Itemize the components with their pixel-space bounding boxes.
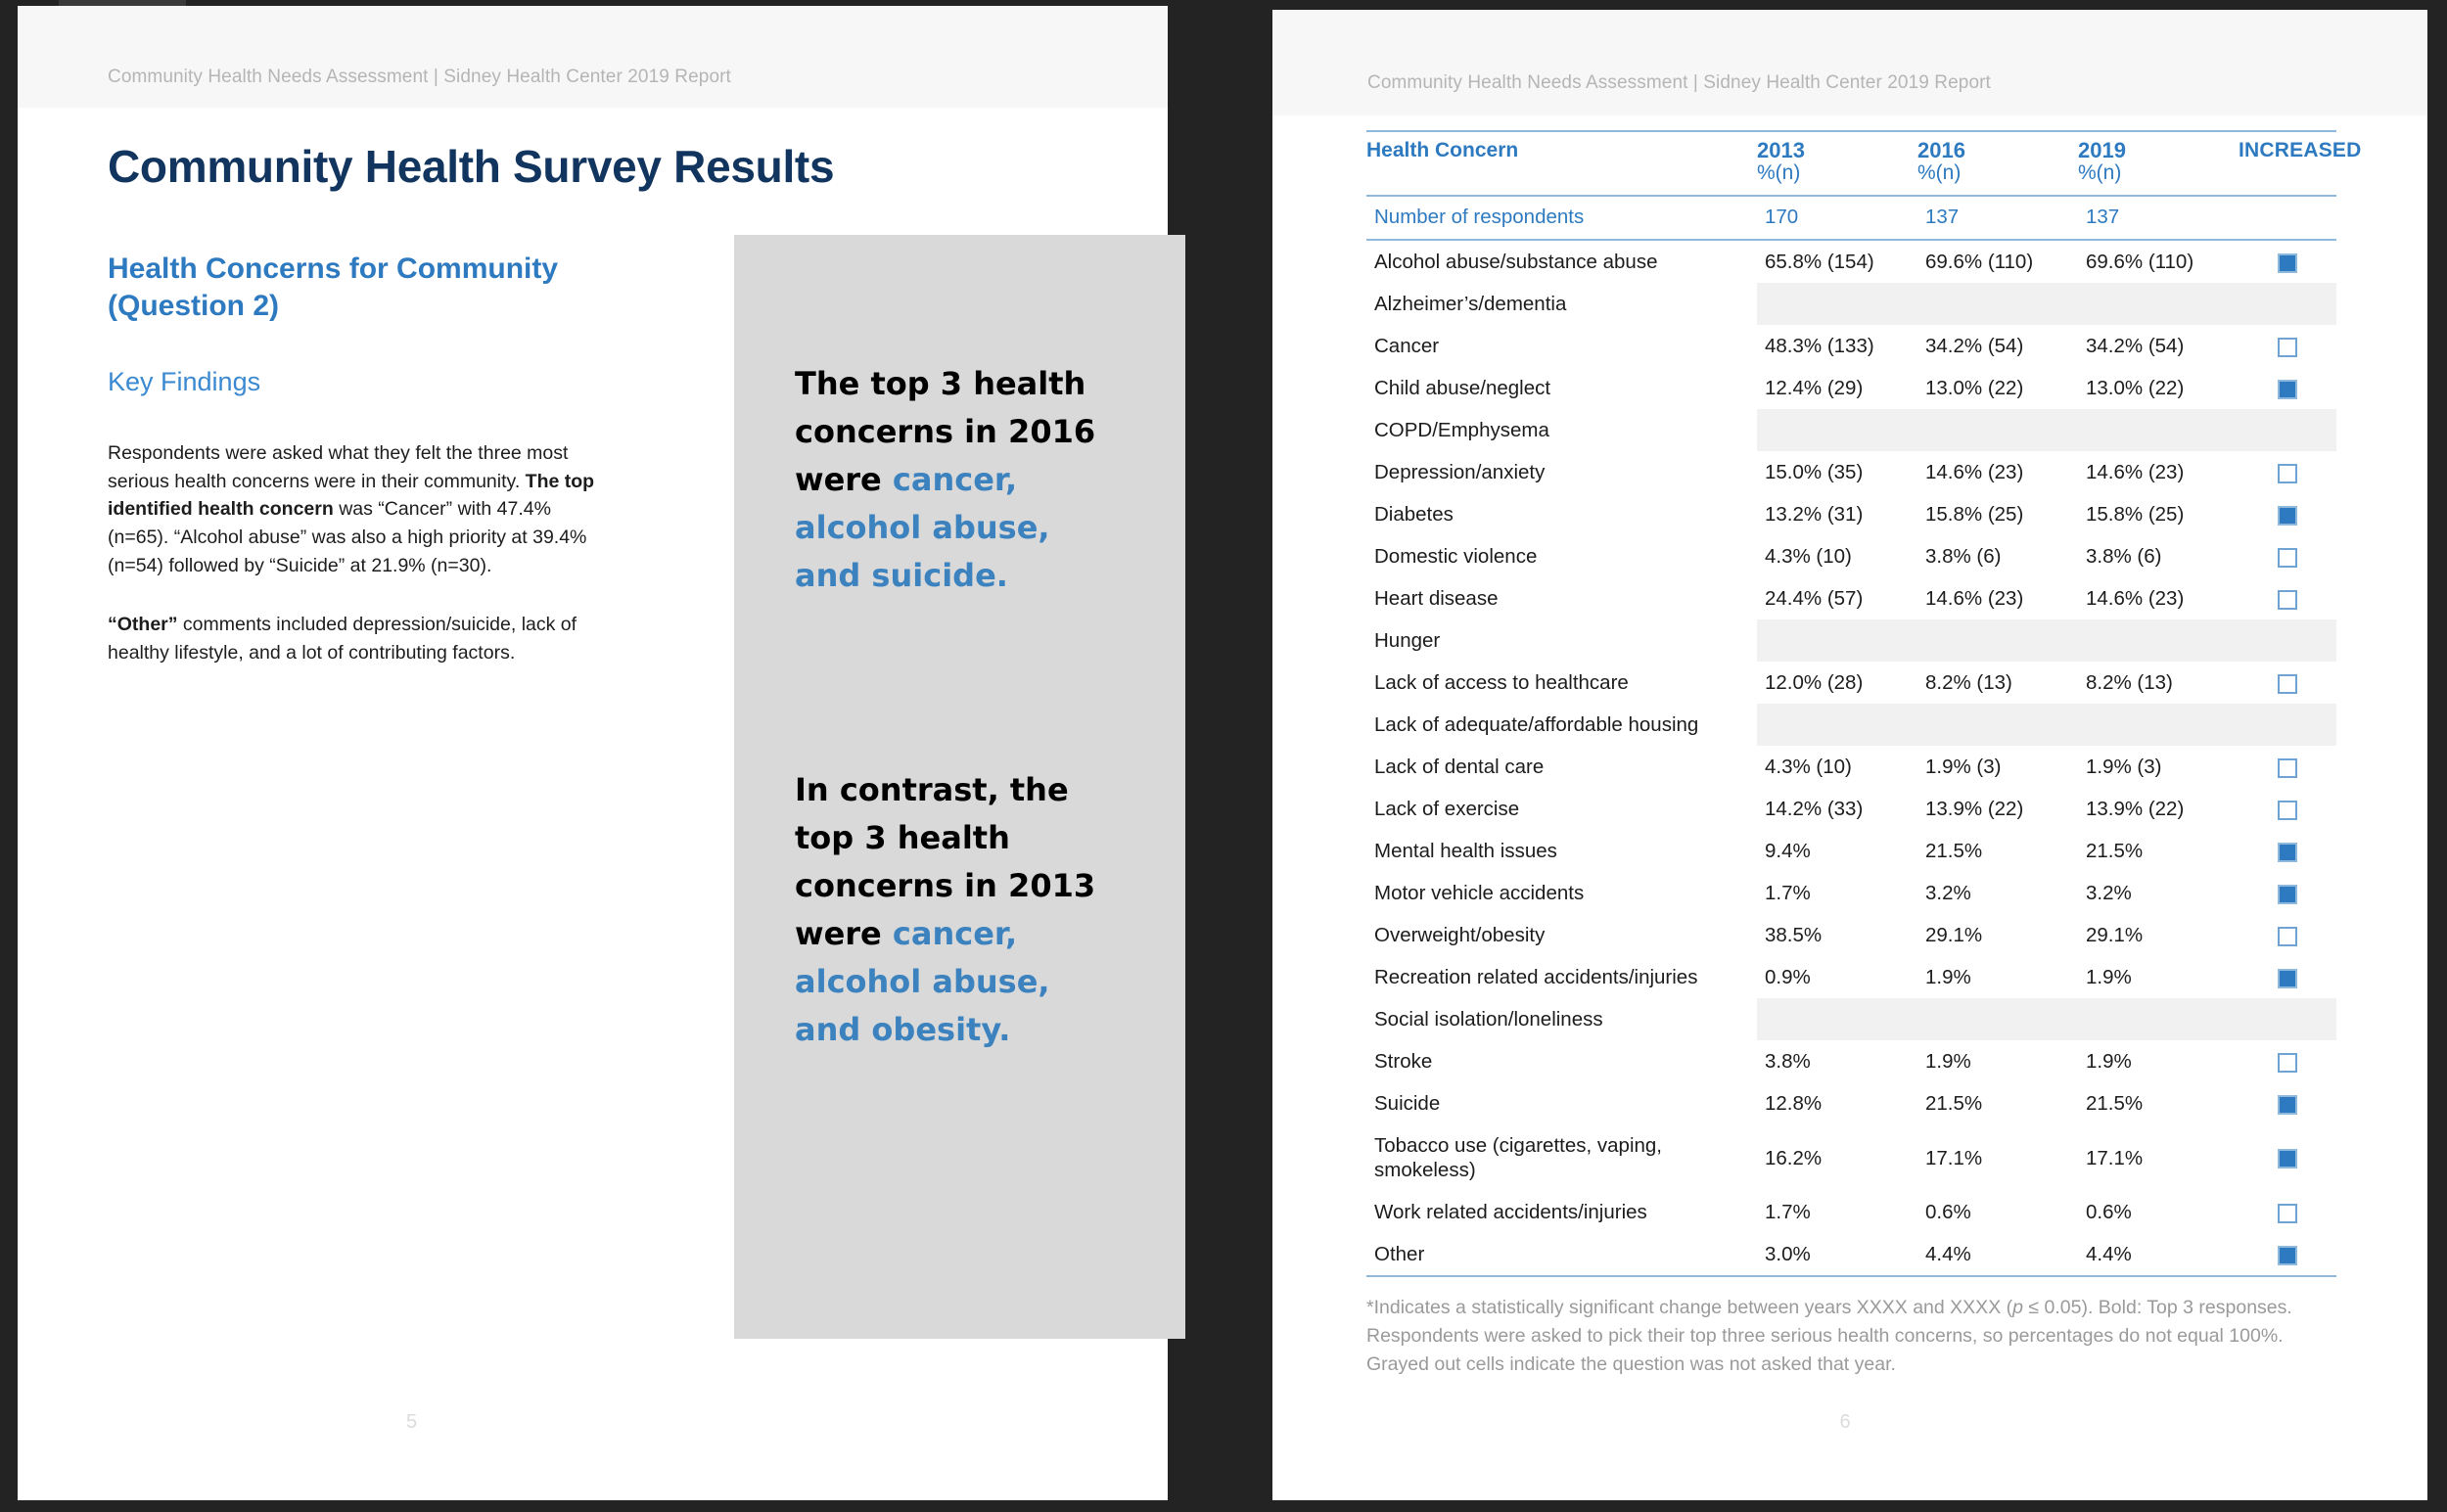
row-value-2019: 34.2% (54) (2086, 335, 2185, 357)
page-header-band (18, 6, 1168, 108)
row-health-concern: Child abuse/neglect (1374, 377, 1551, 399)
row-increased-marker (2239, 325, 2336, 367)
row-value-2019 (2078, 283, 2239, 325)
row-value-2019 (2078, 998, 2239, 1040)
row-health-concern: Stroke (1374, 1050, 1433, 1073)
paragraph-1-lead: Respondents were asked what they felt the three most serious health concerns were in their community. (108, 442, 569, 492)
pull-quote-2016-plain: The top 3 health concerns in 2016 were (795, 365, 1096, 498)
page-title: Community Health Survey Results (108, 141, 835, 192)
row-health-concern: Alcohol abuse/substance abuse (1374, 251, 1658, 273)
row-value-2019: 3.2% (2086, 882, 2132, 904)
row-health-concern: Lack of exercise (1374, 798, 1520, 820)
paragraph-2-emphasis: “Other” (108, 614, 178, 635)
row-value-2013: 15.0% (35) (1765, 461, 1864, 483)
row-value-2019: 69.6% (110) (2086, 251, 2194, 273)
row-value-2019: 1.9% (2086, 1050, 2132, 1073)
table-row (1366, 451, 2336, 493)
row-increased-marker (2239, 409, 2336, 451)
table-row (1366, 746, 2336, 788)
table-row (1366, 325, 2336, 367)
page-number: 6 (1839, 1411, 1851, 1433)
row-value-2016: 15.8% (25) (1925, 503, 2024, 526)
row-increased-marker (2239, 577, 2336, 619)
table-row (1366, 872, 2336, 914)
row-value-2013: 48.3% (133) (1765, 335, 1874, 357)
table-row (1366, 956, 2336, 998)
column-header-2019 (2078, 131, 2239, 196)
paragraph-2-tail: comments included depression/suicide, lack of healthy lifestyle, and a lot of contributing factors. (108, 614, 577, 664)
row-value-2019: 8.2% (13) (2086, 671, 2173, 694)
row-value-2016: 21.5% (1925, 840, 1983, 862)
row-value-2016: 4.4% (1917, 1233, 2078, 1276)
column-header-2016-unit: %(n) (1917, 161, 1962, 185)
row-health-concern: Mental health issues (1374, 840, 1557, 862)
row-health-concern: Depression/anxiety (1374, 461, 1546, 483)
row-value-2013: 16.2% (1765, 1146, 1823, 1169)
row-health-concern: Alzheimer’s/dementia (1374, 293, 1567, 315)
footnote-part-a: *Indicates a statistically significant change between years XXXX and XXXX ( (1366, 1297, 2013, 1318)
table-header-row (1366, 131, 2336, 196)
respondents-2016: 137 (1917, 196, 2078, 240)
table-respondents-section (1366, 196, 2336, 240)
row-value-2013 (1757, 704, 1917, 746)
row-increased-marker (2239, 619, 2336, 662)
row-value-2016: 21.5% (1925, 1092, 1983, 1115)
row-health-concern: Social isolation/loneliness (1374, 1008, 1603, 1031)
column-header-health-concern: Health Concern (1366, 131, 1757, 196)
row-health-concern: Hunger (1374, 629, 1441, 652)
filled-square-icon (2278, 1095, 2297, 1115)
row-value-2013: 12.4% (29) (1765, 377, 1864, 399)
table-body (1366, 240, 2336, 1276)
pull-quote-2013-highlight: cancer, alcohol abuse, and obesity. (795, 914, 1050, 1048)
hollow-square-icon (2278, 758, 2297, 778)
row-value-2013: 12.0% (28) (1765, 671, 1864, 694)
row-value-2016: 3.8% (6) (1925, 545, 2002, 568)
row-value-2016: 69.6% (110) (1925, 251, 2034, 273)
hollow-square-icon (2278, 464, 2297, 483)
row-value-2013: 24.4% (57) (1765, 587, 1864, 610)
hollow-square-icon (2278, 674, 2297, 694)
row-increased-marker (2239, 1233, 2336, 1276)
row-increased-marker (2239, 283, 2336, 325)
running-head: Community Health Needs Assessment | Sidney Health Center 2019 Report (108, 67, 731, 87)
row-increased-marker (2239, 914, 2336, 956)
hollow-square-icon (2278, 590, 2297, 610)
hollow-square-icon (2278, 548, 2297, 568)
pull-quote-2013 (795, 766, 1118, 1054)
health-concerns-table-wrapper (1366, 130, 2362, 1277)
row-value-2013: 38.5% (1765, 924, 1823, 946)
document-page-5 (18, 6, 1168, 1500)
column-header-2016-year: 2016 (1917, 138, 1965, 162)
table-row (1366, 619, 2336, 662)
row-increased-marker (2239, 662, 2336, 704)
row-value-2016: 1.9% (1925, 1050, 1971, 1073)
row-value-2016: 34.2% (54) (1925, 335, 2024, 357)
footnote-p-symbol: p (2012, 1297, 2023, 1318)
table-row (1366, 283, 2336, 325)
row-value-2019: 29.1% (2086, 924, 2144, 946)
row-value-2019 (2078, 409, 2239, 451)
health-concerns-table (1366, 130, 2362, 1277)
row-health-concern: Heart disease (1374, 587, 1499, 610)
row-value-2016: 13.0% (22) (1925, 377, 2024, 399)
row-value-2019 (2078, 619, 2239, 662)
running-head: Community Health Needs Assessment | Sidney Health Center 2019 Report (1367, 72, 1991, 93)
row-increased-marker (2239, 998, 2336, 1040)
filled-square-icon (2278, 969, 2297, 988)
row-value-2013: 14.2% (33) (1765, 798, 1864, 820)
footnote-part-b: ≤ 0.05). Bold: Top 3 responses. Respondents were asked to pick their top three serious health concerns, so percentages do not equal 100%. Grayed out cells indicate the question was not asked that year. (1366, 1297, 2292, 1376)
table-footnote (1366, 1294, 2345, 1379)
row-value-2013: 4.3% (10) (1765, 756, 1852, 778)
paragraph-1-emphasis: The top identified health concern (108, 470, 595, 521)
row-value-2019: 3.8% (6) (2086, 545, 2162, 568)
column-header-2019-year: 2019 (2078, 138, 2126, 162)
row-value-2016: 13.9% (22) (1925, 798, 2024, 820)
respondents-2013: 170 (1757, 196, 1917, 240)
page-number: 5 (405, 1411, 418, 1433)
hollow-square-icon (2278, 801, 2297, 820)
row-increased-marker (2239, 704, 2336, 746)
filled-square-icon (2278, 843, 2297, 862)
column-header-2013-unit: %(n) (1757, 161, 1801, 185)
table-row (1366, 1124, 2336, 1191)
row-increased-marker (2239, 535, 2336, 577)
row-increased-marker (2239, 872, 2336, 914)
filled-square-icon (2278, 380, 2297, 399)
row-increased-marker (2239, 956, 2336, 998)
row-value-2013: 13.2% (31) (1765, 503, 1864, 526)
table-row (1366, 788, 2336, 830)
row-value-2019: 14.6% (23) (2086, 587, 2185, 610)
table-row (1366, 409, 2336, 451)
row-value-2016: 3.2% (1925, 882, 1971, 904)
row-value-2019: 21.5% (2086, 840, 2144, 862)
table-row (1366, 1040, 2336, 1082)
document-page-6 (1272, 10, 2427, 1500)
row-value-2016 (1917, 998, 2078, 1040)
table-row (1366, 1191, 2336, 1233)
row-value-2013: 4.3% (10) (1765, 545, 1852, 568)
row-health-concern: Domestic violence (1374, 545, 1538, 568)
row-value-2019: 0.6% (2086, 1201, 2132, 1223)
hollow-square-icon (2278, 1204, 2297, 1223)
row-health-concern: Diabetes (1374, 503, 1454, 526)
hollow-square-icon (2278, 1053, 2297, 1073)
row-value-2019: 15.8% (25) (2086, 503, 2185, 526)
column-header-2019-unit: %(n) (2078, 161, 2122, 185)
row-value-2016: 0.6% (1925, 1201, 1971, 1223)
table-row (1366, 1082, 2336, 1124)
row-value-2013: 65.8% (154) (1765, 251, 1874, 273)
row-increased-marker (2239, 1082, 2336, 1124)
row-health-concern: Lack of dental care (1374, 756, 1545, 778)
column-header-increased: INCREASED (2239, 131, 2336, 196)
row-increased-marker (2239, 451, 2336, 493)
row-value-2016: 14.6% (23) (1925, 587, 2024, 610)
respondents-increased (2239, 196, 2336, 240)
column-header-2013 (1757, 131, 1917, 196)
row-value-2016 (1917, 704, 2078, 746)
row-health-concern: COPD/Emphysema (1374, 419, 1549, 441)
row-health-concern: Recreation related accidents/injuries (1374, 966, 1698, 988)
filled-square-icon (2278, 1149, 2297, 1168)
row-value-2019: 1.9% (3) (2086, 756, 2162, 778)
row-value-2016: 17.1% (1925, 1146, 1983, 1169)
row-health-concern: Tobacco use (cigarettes, vaping, smokeless) (1374, 1134, 1662, 1181)
row-value-2013: 0.9% (1765, 966, 1811, 988)
row-value-2013 (1757, 283, 1917, 325)
row-value-2019: 21.5% (2086, 1092, 2144, 1115)
table-row (1366, 704, 2336, 746)
filled-square-icon (2278, 506, 2297, 526)
row-value-2019: 4.4% (2078, 1233, 2239, 1276)
table-row (1366, 998, 2336, 1040)
table-row (1366, 367, 2336, 409)
row-increased-marker (2239, 493, 2336, 535)
other-comments-paragraph (108, 611, 607, 666)
row-value-2016 (1917, 283, 2078, 325)
filled-square-icon (2278, 253, 2297, 273)
row-increased-marker (2239, 788, 2336, 830)
respondents-label: Number of respondents (1366, 196, 1757, 240)
table-head (1366, 131, 2362, 196)
row-value-2016 (1917, 409, 2078, 451)
row-value-2013 (1757, 998, 1917, 1040)
row-value-2013: 1.7% (1765, 1201, 1811, 1223)
row-value-2016 (1917, 619, 2078, 662)
table-row (1366, 577, 2336, 619)
paragraph-1-tail: was “Cancer” with 47.4% (n=65). “Alcohol abuse” was also a high priority at 39.4% (n=54) followed by “Suicide” at 21.9% (n=30). (108, 498, 587, 576)
hollow-square-icon (2278, 338, 2297, 357)
row-increased-marker (2239, 240, 2336, 283)
table-row (1366, 535, 2336, 577)
row-increased-marker (2239, 746, 2336, 788)
row-value-2016: 29.1% (1925, 924, 1983, 946)
hollow-square-icon (2278, 927, 2297, 946)
pull-quote-2016 (795, 360, 1118, 600)
row-increased-marker (2239, 1124, 2336, 1191)
row-health-concern: Overweight/obesity (1374, 924, 1546, 946)
row-value-2013: 12.8% (1765, 1092, 1823, 1115)
page-header-band (1272, 10, 2427, 115)
row-value-2013 (1757, 619, 1917, 662)
pull-quote-callout (734, 235, 1185, 1339)
row-value-2013 (1757, 409, 1917, 451)
row-health-concern: Motor vehicle accidents (1374, 882, 1585, 904)
table-row (1366, 493, 2336, 535)
row-value-2013: 1.7% (1765, 882, 1811, 904)
row-value-2019: 13.9% (22) (2086, 798, 2185, 820)
row-value-2019: 1.9% (2086, 966, 2132, 988)
row-increased-marker (2239, 367, 2336, 409)
pull-quote-2016-highlight: cancer, alcohol abuse, and suicide. (795, 460, 1050, 594)
row-value-2016: 1.9% (3) (1925, 756, 2002, 778)
row-value-2019 (2078, 704, 2239, 746)
respondents-2019: 137 (2078, 196, 2239, 240)
row-health-concern: Lack of access to healthcare (1374, 671, 1629, 694)
key-findings-paragraph (108, 439, 607, 579)
row-health-concern: Other (1366, 1233, 1757, 1276)
row-increased-marker (2239, 830, 2336, 872)
row-increased-marker (2239, 1191, 2336, 1233)
row-health-concern: Cancer (1374, 335, 1440, 357)
filled-square-icon (2278, 1246, 2297, 1265)
filled-square-icon (2278, 885, 2297, 904)
row-value-2016: 14.6% (23) (1925, 461, 2024, 483)
table-row (1366, 240, 2336, 283)
row-health-concern: Suicide (1374, 1092, 1441, 1115)
row-health-concern: Work related accidents/injuries (1374, 1201, 1647, 1223)
column-header-2016 (1917, 131, 2078, 196)
pull-quote-2013-plain: In contrast, the top 3 health concerns in 2013 were (795, 771, 1096, 952)
row-increased-marker (2239, 1040, 2336, 1082)
table-row (1366, 830, 2336, 872)
table-row (1366, 914, 2336, 956)
row-value-2019: 14.6% (23) (2086, 461, 2185, 483)
section-heading: Health Concerns for Community (Question 2) (108, 252, 559, 323)
row-value-2016: 1.9% (1925, 966, 1971, 988)
column-header-2013-year: 2013 (1757, 138, 1805, 162)
row-value-2016: 8.2% (13) (1925, 671, 2012, 694)
row-value-2019: 13.0% (22) (2086, 377, 2185, 399)
subsection-heading: Key Findings (108, 367, 261, 396)
row-value-2019: 17.1% (2086, 1146, 2144, 1169)
row-value-2013: 3.8% (1765, 1050, 1811, 1073)
table-row-respondents (1366, 196, 2336, 240)
table-row (1366, 1233, 2336, 1276)
row-value-2013: 3.0% (1757, 1233, 1917, 1276)
row-health-concern: Lack of adequate/affordable housing (1374, 713, 1699, 736)
table-row (1366, 662, 2336, 704)
row-value-2013: 9.4% (1765, 840, 1811, 862)
